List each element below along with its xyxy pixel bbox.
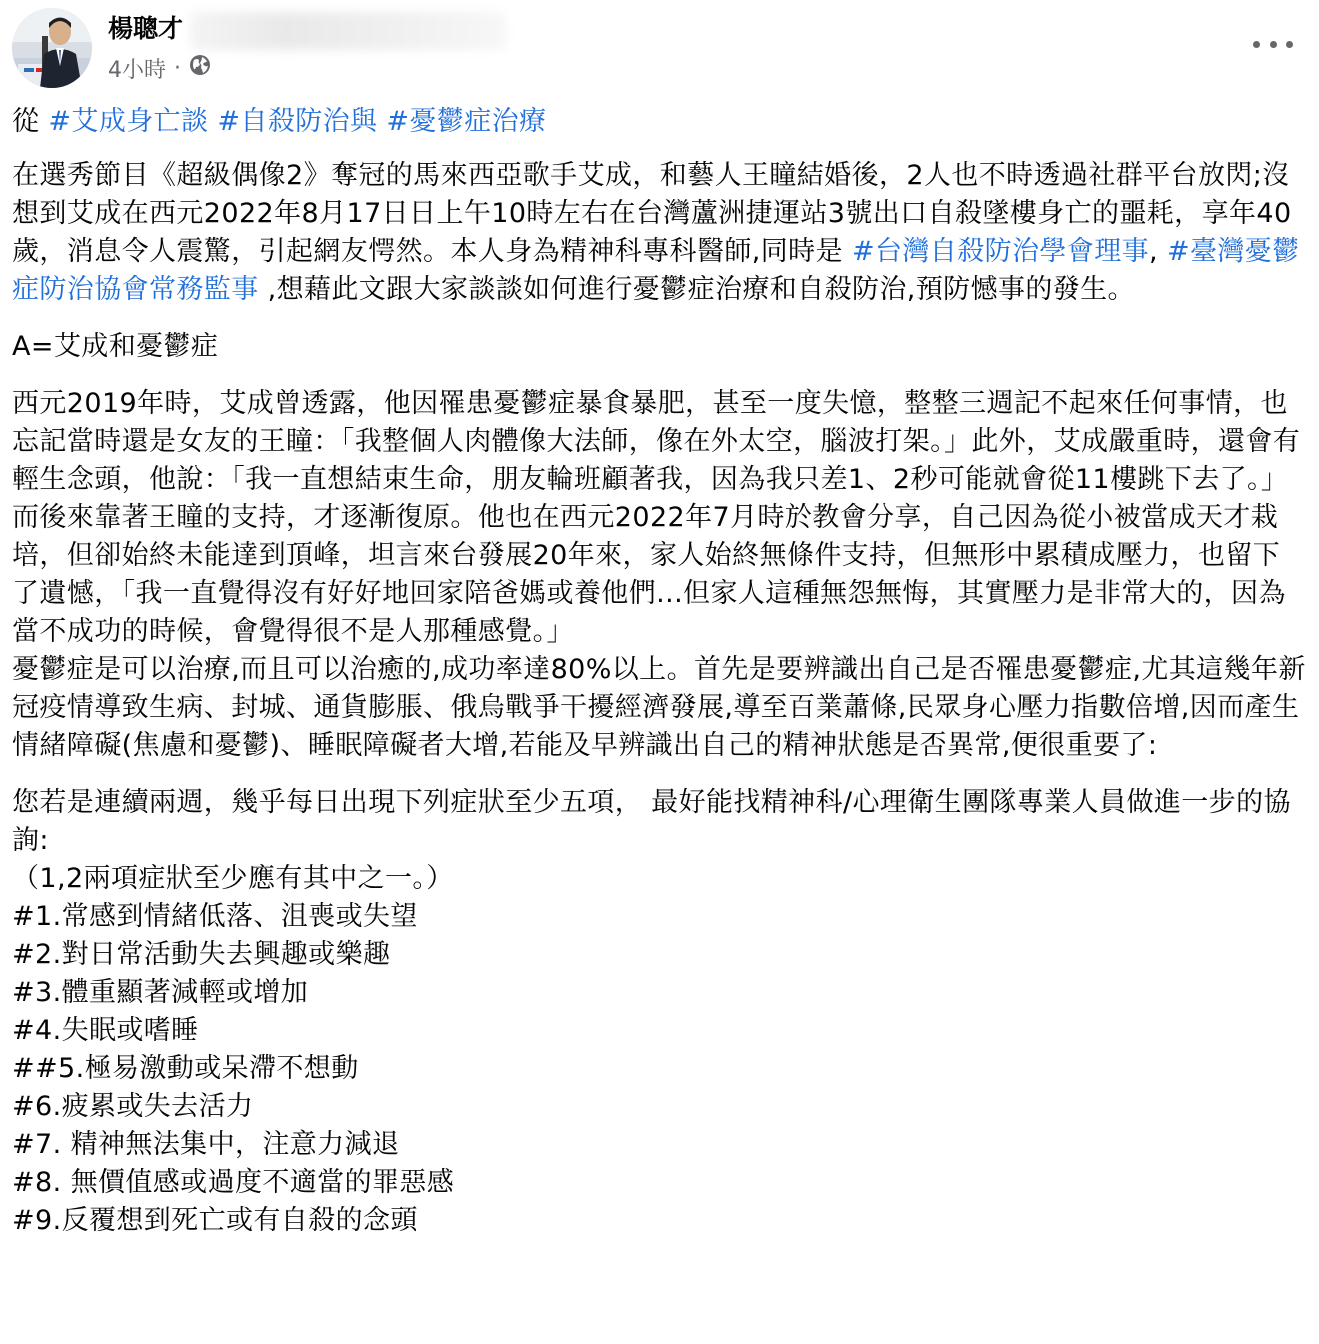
symptom-item: #1.常感到情緒低落、沮喪或失望	[12, 901, 418, 932]
meta-separator: ·	[174, 55, 181, 81]
post-paragraph: 西元2019年時，艾成曾透露，他因罹患憂鬱症暴食暴肥，甚至一度失憶，整整三週記不起來任何事情，也忘記當時還是女友的王瞳：「我整個人肉體像大法師，像在外太空，腦波打架。」此外，艾成嚴重時，還會有輕生念頭，他說：「我一直想結束生命，朋友輪班顧著我，因為我只差1、2秒可能就會從11樓跳下去了。」而後來靠著王瞳的支持，才逐漸復原。他也在西元2022年7月時於教會分享，自己因為從小被當成天才栽培，但卻始終未能達到頂峰，坦言來台發展20年來，家人始終無條件支持，但無形中累積成壓力，也留下了遺憾，「我一直覺得沒有好好地回家陪爸媽或養他們...但家人這種無怨無悔，其實壓力是非常大的，因為當不成功的時候，會覺得很不是人那種感覺。」	[12, 388, 1301, 647]
symptom-item: #3.體重顯著減輕或增加	[12, 977, 309, 1008]
blurred-name-suffix	[190, 12, 506, 50]
avatar-photo	[12, 8, 92, 88]
symptom-item: #7. 精神無法集中，注意力減退	[12, 1129, 400, 1160]
hashtag-link[interactable]: #憂鬱症治療	[386, 106, 547, 137]
post-paragraph: 您若是連續兩週，幾乎每日出現下列症狀至少五項， 最好能找精神科/心理衛生團隊專業人員做進一步的協詢:	[12, 787, 1291, 856]
hashtag-link[interactable]: #台灣自殺防治學會理事	[851, 236, 1149, 267]
more-options-button[interactable]	[1253, 32, 1293, 56]
hashtag-link[interactable]: #艾成身亡談	[48, 106, 209, 137]
symptom-item: ##5.極易激動或呆滯不想動	[12, 1053, 359, 1084]
symptom-note: （1,2兩項症狀至少應有其中之一。）	[12, 863, 454, 894]
symptom-item: #6.疲累或失去活力	[12, 1091, 254, 1122]
post-intro	[12, 103, 1307, 141]
paragraph-text: ,	[1149, 236, 1167, 267]
post-timestamp[interactable]: 4小時	[108, 57, 166, 83]
avatar[interactable]	[12, 8, 92, 88]
more-options-icon	[1253, 41, 1260, 48]
symptom-item: #4.失眠或嗜睡	[12, 1015, 199, 1046]
post-header	[12, 8, 1307, 88]
hashtag-link[interactable]: #自殺防治與	[217, 106, 378, 137]
section-heading: A=艾成和憂鬱症	[12, 331, 219, 362]
post-body	[12, 103, 1307, 1240]
post-meta	[108, 53, 211, 83]
paragraph-text: ,想藉此文跟大家談談如何進行憂鬱症治療和自殺防治,預防憾事的發生。	[258, 274, 1135, 305]
more-options-icon-dot	[1286, 41, 1293, 48]
author-name[interactable]: 楊聰才	[108, 14, 184, 43]
paragraph-text: 在選秀節目《超級偶像2》奪冠的馬來西亞歌手艾成，和藝人王瞳結婚後，2人也不時透過社群平台放閃;沒想到艾成在西元2022年8月17日日上午10時左右在台灣蘆洲捷運站3號出口自殺墜樓身亡的噩耗，享年40歲，消息令人震驚，引起網友愕然。本人身為精神科專科醫師,同時是	[12, 160, 1292, 267]
hashtag-link[interactable]: #臺灣憂鬱症防治協會常務監事	[12, 236, 1300, 305]
post-paragraph	[12, 157, 1307, 309]
symptom-list	[12, 860, 1307, 1240]
globe-icon[interactable]	[189, 54, 211, 82]
more-options-icon-dot	[1270, 41, 1277, 48]
symptom-item: #2.對日常活動失去興趣或樂趣	[12, 939, 391, 970]
symptom-item: #9.反覆想到死亡或有自殺的念頭	[12, 1205, 418, 1236]
intro-prefix: 從	[12, 106, 49, 137]
symptom-item: #8. 無價值感或過度不適當的罪惡感	[12, 1167, 455, 1198]
post-paragraph: 憂鬱症是可以治療,而且可以治癒的,成功率達80%以上。首先是要辨識出自己是否罹患憂鬱症,尤其這幾年新冠疫情導致生病、封城、通貨膨脹、俄烏戰爭干擾經濟發展,導至百業蕭條,民眾身心壓力指數倍增,因而產生情緒障礙(焦慮和憂鬱)、睡眠障礙者大增,若能及早辨識出自己的精神狀態是否異常,便很重要了:	[12, 654, 1306, 761]
